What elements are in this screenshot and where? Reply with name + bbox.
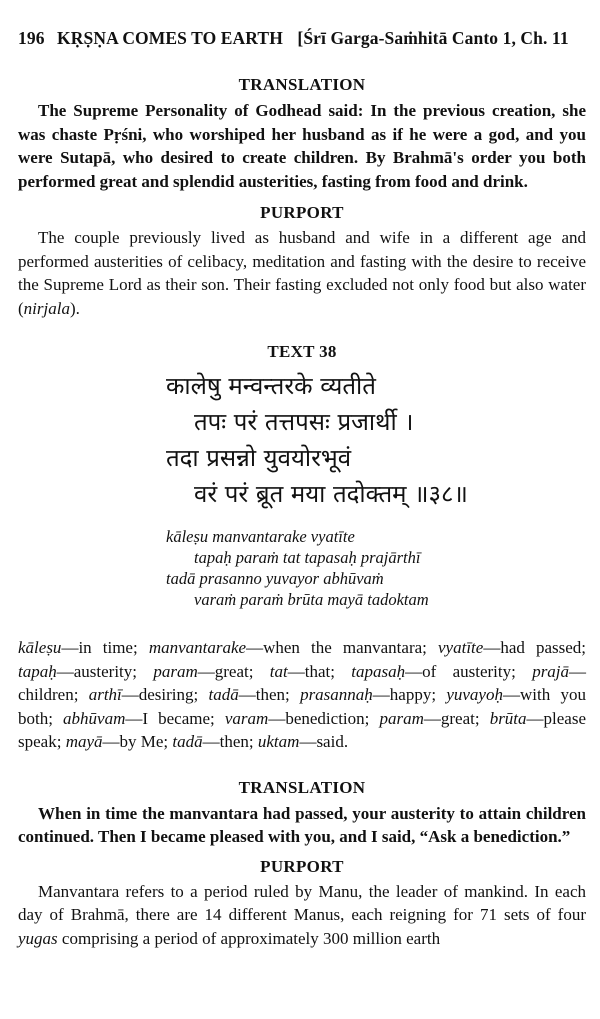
synonym-meaning: —by Me;: [102, 732, 173, 751]
synonym-word: tapasaḥ: [351, 661, 406, 681]
synonym-meaning: —austerity;: [56, 661, 154, 681]
synonym-word: tadā: [208, 685, 239, 704]
synonym-meaning: —with you both;: [18, 685, 586, 728]
devanagari-line: वरं परं ब्रूत मया तदोक्तम् ॥३८॥: [194, 480, 468, 508]
synonym-meaning: —then;: [202, 732, 258, 751]
synonym-word: kāleṣu: [18, 638, 62, 657]
synonym-word: manvantarake: [148, 638, 247, 657]
verse-heading: TEXT 38: [267, 342, 337, 361]
synonym-meaning: —great;: [197, 661, 270, 681]
synonym-meaning: —that;: [287, 661, 352, 681]
synonym-word: tapaḥ: [18, 661, 57, 681]
synonym-meaning: —desiring;: [121, 685, 209, 704]
purport-italic-term: yugas: [18, 928, 58, 948]
translation-text-2: When in time the manvantara had passed, your austerity to attain children continued. Then I became pleased with you, and I said, “Ask a benediction.”: [18, 803, 586, 846]
purport-text-2: [18, 880, 586, 951]
synonym-word: tadā: [172, 732, 203, 751]
synonym-word: arthī: [88, 685, 122, 704]
synonym-word: tat: [269, 661, 288, 681]
transliteration-line: tapaḥ paraṁ tat tapasaḥ prajārthī: [194, 548, 421, 567]
devanagari-verse: [18, 368, 586, 512]
synonym-meaning: —I became;: [125, 708, 225, 728]
purport-italic-term: nirjala: [23, 298, 70, 318]
section-reference: [Śrī Garga-Saṁhitā Canto 1, Ch. 11: [297, 28, 569, 48]
purport-text-part: comprising a period of approximately 300 million earth: [57, 928, 441, 948]
word-for-word-synonyms: [18, 636, 586, 754]
book-title: KṚṢṆA COMES TO EARTH: [57, 28, 283, 48]
synonym-word: prasannaḥ: [300, 685, 373, 704]
synonym-meaning: —benediction;: [268, 708, 380, 728]
devanagari-line: तपः परं तत्तपसः प्रजार्थी ।: [194, 408, 414, 436]
synonym-word: yuvayoḥ: [446, 685, 503, 704]
synonym-word: mayā: [65, 732, 103, 751]
purport-text-part: The couple previously lived as husband and wife in a different age and performed austerities of celibacy, meditation and fasting with the desire to receive the Supreme Lord as their son. Their fasting excluded not only food but also water (: [18, 228, 586, 318]
page-number: 196: [18, 28, 45, 48]
synonym-word: prajā: [532, 661, 570, 681]
purport-heading-2: PURPORT: [260, 856, 344, 876]
synonym-word: param: [153, 661, 198, 681]
devanagari-line: तदा प्रसन्नो युवयोरभूवं: [166, 444, 352, 472]
translation-heading: TRANSLATION: [238, 75, 366, 94]
transliteration-line: varaṁ paraṁ brūta mayā tadoktam: [194, 590, 429, 609]
translation-text: The Supreme Personality of Godhead said: In the previous creation, she was chaste Pṛśni, who worshiped her husband as if he were a god, and you were Sutapā, who desired to create children. By Brahmā's order you both performed great and splendid austerities, fasting from food and drink.: [18, 101, 586, 191]
transliteration-line: kāleṣu manvantarake vyatīte: [166, 527, 355, 546]
purport-text-part: ).: [69, 298, 80, 318]
synonym-meaning: —happy;: [372, 685, 447, 704]
synonym-meaning: —in time;: [61, 638, 149, 657]
synonym-meaning: —of austerity;: [405, 661, 533, 681]
devanagari-line: कालेषु मन्वन्तरके व्यतीते: [166, 372, 376, 400]
synonym-word: abhūvam: [63, 708, 126, 728]
synonym-word: brūta: [489, 708, 527, 728]
synonym-meaning: —had passed;: [483, 638, 587, 657]
synonym-word: vyatīte: [438, 638, 484, 657]
synonym-meaning: —when the manvantara;: [246, 638, 438, 657]
synonym-word: uktam: [257, 732, 300, 751]
purport-heading: PURPORT: [260, 203, 344, 222]
translation-heading-2: TRANSLATION: [238, 777, 366, 797]
transliteration-line: tadā prasanno yuvayor abhūvaṁ: [166, 569, 384, 588]
synonym-meaning: —please speak;: [18, 708, 587, 751]
synonym-meaning: —great;: [423, 708, 490, 728]
synonym-meaning: —children;: [18, 661, 587, 704]
running-head: [18, 28, 586, 49]
synonym-word: varam: [224, 708, 269, 728]
synonym-meaning: —said.: [299, 732, 349, 751]
synonym-word: param: [379, 708, 424, 728]
purport-text-part: Manvantara refers to a period ruled by Manu, the leader of mankind. In each day of Brahmā, there are 14 different Manus, each reigning for 71 sets of four: [18, 881, 586, 924]
synonym-meaning: —then;: [238, 685, 301, 704]
purport-text: [18, 226, 586, 320]
transliteration: [18, 526, 586, 610]
